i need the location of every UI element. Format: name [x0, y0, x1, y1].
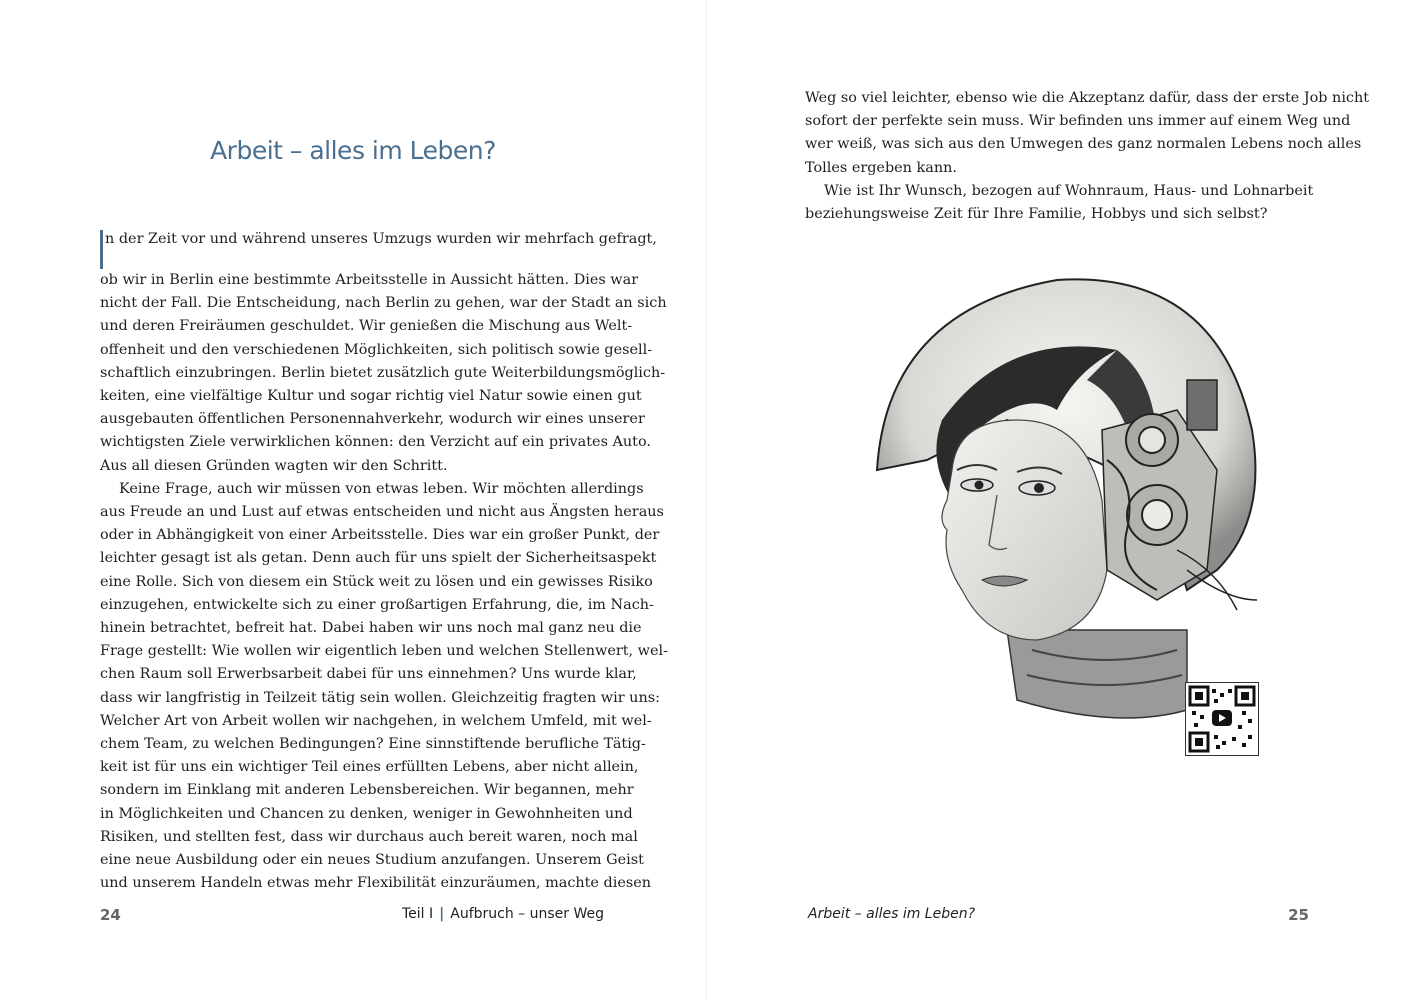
text-line: beziehungsweise Zeit für Ihre Familie, Hobbys und sich selbst?: [805, 206, 1268, 223]
text-line: eine neue Ausbildung oder ein neues Studium anzufangen. Unserem Geist: [100, 852, 644, 869]
text-line: eine Rolle. Sich von diesem ein Stück weit zu lösen und ein gewisses Risiko: [100, 573, 653, 590]
right-page-number: 25: [1288, 906, 1309, 924]
text-line: Wie ist Ihr Wunsch, bezogen auf Wohnraum, Haus- und Lohnarbeit: [824, 182, 1314, 199]
chapter-title: Arbeit – alles im Leben?: [210, 136, 496, 165]
text-line: einzugehen, entwickelte sich zu einer großartigen Erfahrung, die, im Nach-: [100, 596, 654, 613]
text-line: offenheit und den verschiedenen Möglichkeiten, sich politisch sowie gesell-: [100, 341, 653, 358]
text-line: chen Raum soll Erwerbsarbeit dabei für uns einnehmen? Uns wurde klar,: [100, 666, 637, 683]
text-line: nicht der Fall. Die Entscheidung, nach Berlin zu gehen, war der Stadt an sich: [100, 295, 667, 312]
text-line: aus Freude an und Lust auf etwas entscheiden und nicht aus Ängsten heraus: [100, 504, 664, 521]
text-line: sondern im Einklang mit anderen Lebensbereichen. Wir begannen, mehr: [100, 782, 634, 799]
text-line: wichtigsten Ziele verwirklichen können: den Verzicht auf ein privates Auto.: [100, 434, 651, 451]
right-body-text: [805, 87, 1370, 226]
text-line: wer weiß, was sich aus den Umwegen des ganz normalen Lebens noch alles: [805, 136, 1362, 153]
right-running-title: Arbeit – alles im Leben?: [808, 906, 976, 922]
text-line: Welcher Art von Arbeit wollen wir nachgehen, in welchem Umfeld, mit wel-: [100, 712, 652, 729]
youtube-qr-code-icon[interactable]: [1185, 682, 1259, 756]
text-line: Weg so viel leichter, ebenso wie die Akzeptanz dafür, dass der erste Job nicht: [805, 90, 1370, 106]
text-line: schaftlich einzubringen. Berlin bietet zusätzlich gute Weiterbildungsmöglich-: [100, 364, 666, 381]
left-running-footer: [402, 906, 604, 922]
text-line: und unserem Handeln etwas mehr Flexibilität einzuräumen, machte diesen: [100, 875, 652, 892]
left-body-text: [100, 228, 668, 895]
text-line: Frage gestellt: Wie wollen wir eigentlich leben und welchen Stellenwert, wel-: [100, 643, 668, 660]
text-line: ausgebauten öffentlichen Personennahverkehr, wodurch wir eines unserer: [100, 411, 645, 428]
text-line: und deren Freiräumen geschuldet. Wir genießen die Mischung aus Welt-: [100, 318, 633, 335]
text-line: in Möglichkeiten und Chancen zu denken, weniger in Gewohnheiten und: [100, 805, 633, 822]
text-line: n der Zeit vor und während unseres Umzugs wurden wir mehrfach gefragt,: [100, 228, 606, 269]
text-line: dass wir langfristig in Teilzeit tätig sein wollen. Gleichzeitig fragten wir uns:: [100, 689, 660, 706]
text-line: Tolles ergeben kann.: [805, 159, 957, 176]
text-line: leichter gesagt ist als getan. Denn auch für uns spielt der Sicherheitsaspekt: [100, 550, 657, 567]
footer-section: Aufbruch – unser Weg: [450, 906, 604, 922]
text-line: Risiken, und stellten fest, dass wir durchaus auch bereit waren, noch mal: [100, 828, 638, 845]
text-line: keiten, eine vielfältige Kultur und sogar richtig viel Natur sowie einen gut: [100, 388, 642, 405]
text-line: ob wir in Berlin eine bestimmte Arbeitsstelle in Aussicht hätten. Dies war: [100, 272, 639, 288]
text-line: keit ist für uns ein wichtiger Teil eines erfüllten Lebens, aber nicht allein,: [100, 759, 639, 776]
left-page-number: 24: [100, 906, 121, 924]
text-line: Keine Frage, auch wir müssen von etwas leben. Wir möchten allerdings: [119, 480, 644, 497]
left-page: [0, 0, 706, 1000]
robot-woman-illustration: [857, 270, 1277, 730]
text-line: Aus all diesen Gründen wagten wir den Schritt.: [100, 457, 448, 474]
text-line: hinein betrachtet, befreit hat. Dabei haben wir uns noch mal ganz neu die: [100, 620, 642, 637]
text-line: chem Team, zu welchen Bedingungen? Eine sinnstiftende berufliche Tätig-: [100, 736, 646, 753]
text-line: sofort der perfekte sein muss. Wir befinden uns immer auf einem Weg und: [805, 113, 1351, 130]
footer-part: Teil I: [401, 906, 434, 922]
footer-separator: |: [439, 906, 445, 922]
right-page: [707, 0, 1413, 1000]
text-line: oder in Abhängigkeit von einer Arbeitsstelle. Dies war ein großer Punkt, der: [100, 527, 660, 544]
drop-initial-bar: [100, 230, 103, 269]
